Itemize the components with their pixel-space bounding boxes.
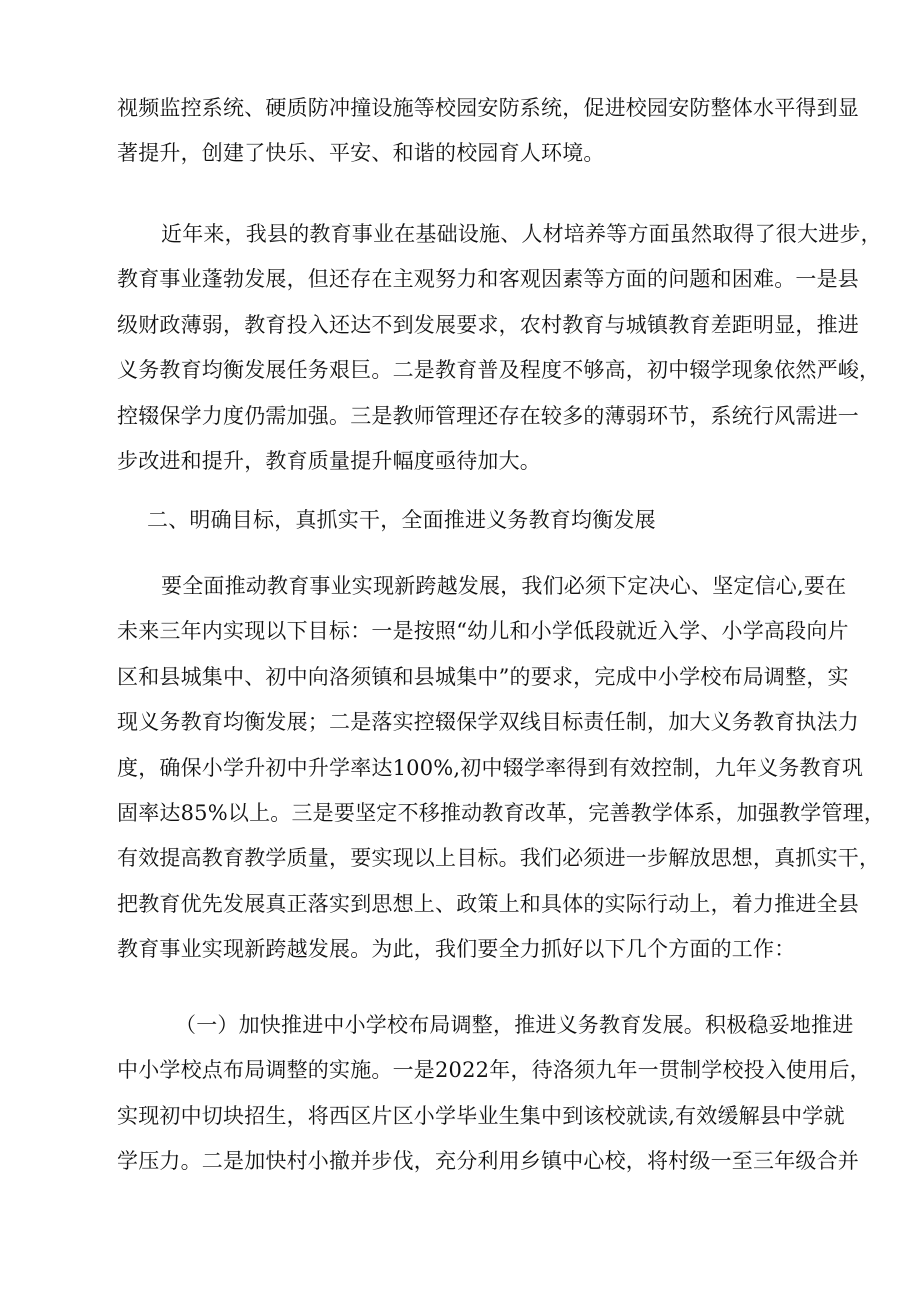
text-line: 义务教育均衡发展任务艰巨。二是教育普及程度不够高，初中辍学现象依然严峻， (117, 358, 881, 383)
text-line: 实现初中切块招生，将西区片区小学毕业生集中到该校就读,有效缓解县中学就 (117, 1103, 845, 1128)
text-line: 有效提高教育教学质量，要实现以上目标。我们必须进一步解放思想，真抓实干， (117, 846, 881, 871)
paragraph-layout-adjustment (117, 1003, 871, 1185)
text-line: 教育事业蓬勃发展，但还存在主观努力和客观因素等方面的问题和困难。一是县 (117, 267, 859, 292)
section-heading (117, 498, 807, 543)
text-line: 教育事业实现新跨越发展。为此，我们要全力抓好以下几个方面的工作： (117, 937, 796, 962)
text-line: 视频监控系统、硬质防冲撞设施等校园安防系统，促进校园安防整体水平得到显 (117, 96, 859, 120)
text-line: 控辍保学力度仍需加强。三是教师管理还存在较多的薄弱环节，系统行风需进一 (117, 403, 859, 428)
text-line: 近年来，我县的教育事业在基础设施、人材培养等方面虽然取得了很大进步， (161, 222, 882, 246)
text-line: 步改进和提升，教育质量提升幅度亟待加大。 (117, 448, 541, 473)
text-line: 把教育优先发展真正落实到思想上、政策上和具体的实际行动上，着力推进全县 (117, 891, 859, 916)
text-line: 级财政薄弱，教育投入还达不到发展要求，农村教育与城镇教育差距明显，推进 (117, 312, 859, 337)
text-line: 现义务教育均衡发展；二是落实控辍保学双线目标责任制，加大义务教育执法力 (117, 710, 859, 735)
text-line: （一）加快推进中小学校布局调整，推进义务教育发展。积极稳妥地推进 (175, 1013, 854, 1037)
section-heading-text: 二、明确目标，真抓实干，全面推进义务教育均衡发展 (147, 508, 656, 532)
paragraph-security-systems (117, 86, 859, 177)
text-line: 固率达85%以上。三是要坚定不移推动教育改革，完善教学体系，加强教学管理， (117, 800, 886, 825)
paragraph-problems (117, 212, 882, 484)
text-line: 要全面推动教育事业实现新跨越发展，我们必须下定决心、坚定信心,要在 (161, 574, 847, 598)
text-line: 著提升，创建了快乐、平安、和谐的校园育人环境。 (117, 141, 605, 166)
paragraph-goals (117, 564, 886, 973)
text-line: 中小学校点布局调整的实施。一是2022年，待洛须九年一贯制学校投入使用后， (117, 1058, 871, 1083)
text-line: 学压力。二是加快村小撤并步伐，充分利用乡镇中心校，将村级一至三年级合并 (117, 1149, 859, 1174)
text-line: 未来三年内实现以下目标：一是按照“幼儿和小学低段就近入学、小学高段向片 (117, 619, 849, 644)
text-line: 区和县城集中、初中向洛须镇和县城集中”的要求，完成中小学校布局调整，实 (117, 664, 849, 689)
text-line: 度，确保小学升初中升学率达100%,初中辍学率得到有效控制，九年义务教育巩 (117, 755, 864, 780)
